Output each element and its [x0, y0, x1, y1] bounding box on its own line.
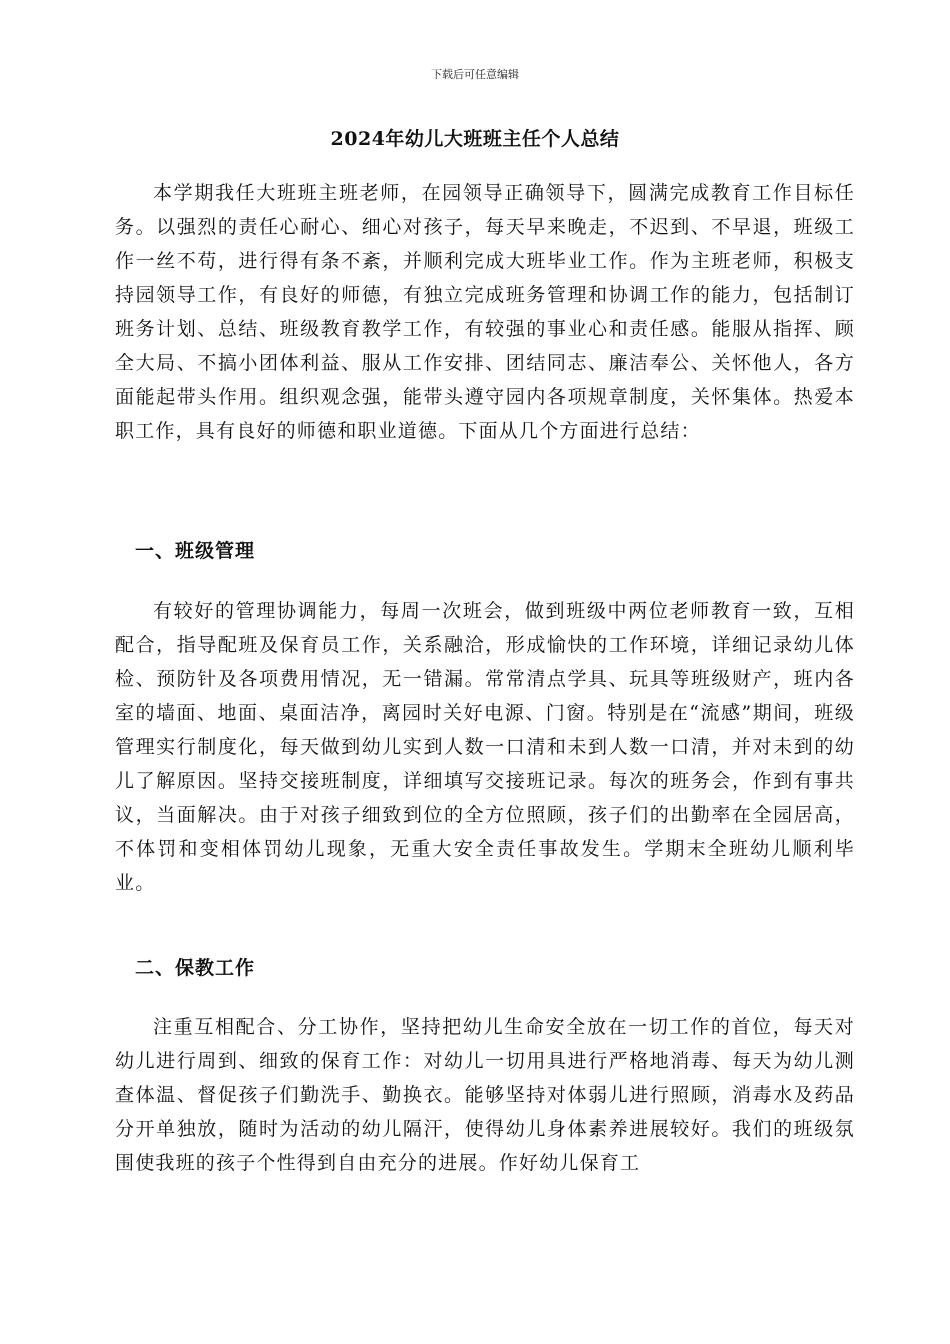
section-body-care-education: 注重互相配合、分工协作，坚持把幼儿生命安全放在一切工作的首位，每天对幼儿进行周到、细致的保育工作：对幼儿一切用具进行严格地消毒、每天为幼儿测查体温、督促孩子们勤洗手、勤换衣。能够坚持对体弱儿进行照顾，消毒水及药品分开单独放，随时为活动的幼儿隔汗，使得幼儿身体素养进展较好。我们的班级氛围使我班的孩子个性得到自由充分的进展。作好幼儿保育工	[115, 1016, 855, 1174]
section-body-class-management: 有较好的管理协调能力，每周一次班会，做到班级中两位老师教育一致，互相配合，指导配班及保育员工作，关系融洽，形成愉快的工作环境，详细记录幼儿体检、预防针及各项费用情况，无一错漏。常常清点学具、玩具等班级财产，班内各室的墙面、地面、桌面洁净，离园时关好电源、门窗。特别是在“流感”期间，班级管理实行制度化，每天做到幼儿实到人数一口清和未到人数一口清，并对未到的幼儿了解原因。坚持交接班制度，详细填写交接班记录。每次的班务会，作到有事共议，当面解决。由于对孩子细致到位的全方位照顾，孩子们的出勤率在全园居高，不体罚和变相体罚幼儿现象，无重大安全责任事故发生。学期末全班幼儿顺利毕业。	[115, 600, 855, 894]
section-heading-class-management: 一、班级管理	[135, 540, 256, 562]
page-title: 2024年幼儿大班班主任个人总结	[330, 128, 620, 150]
section-heading-care-education: 二、保教工作	[135, 957, 256, 979]
header-note: 下载后可任意编辑	[431, 68, 519, 81]
intro-paragraph: 本学期我任大班班主班老师，在园领导正确领导下，圆满完成教育工作目标任务。以强烈的责任心耐心、细心对孩子，每天早来晚走，不迟到、不早退，班级工作一丝不苟，进行得有条不紊，并顺利完成大班毕业工作。作为主班老师，积极支持园领导工作，有良好的师德，有独立完成班务管理和协调工作的能力，包括制订班务计划、总结、班级教育教学工作，有较强的事业心和责任感。能服从指挥、顾全大局、不搞小团体利益、服从工作安排、团结同志、廉洁奉公、关怀他人，各方面能起带头作用。组织观念强，能带头遵守园内各项规章制度，关怀集体。热爱本职工作，具有良好的师德和职业道德。下面从几个方面进行总结：	[115, 182, 855, 442]
